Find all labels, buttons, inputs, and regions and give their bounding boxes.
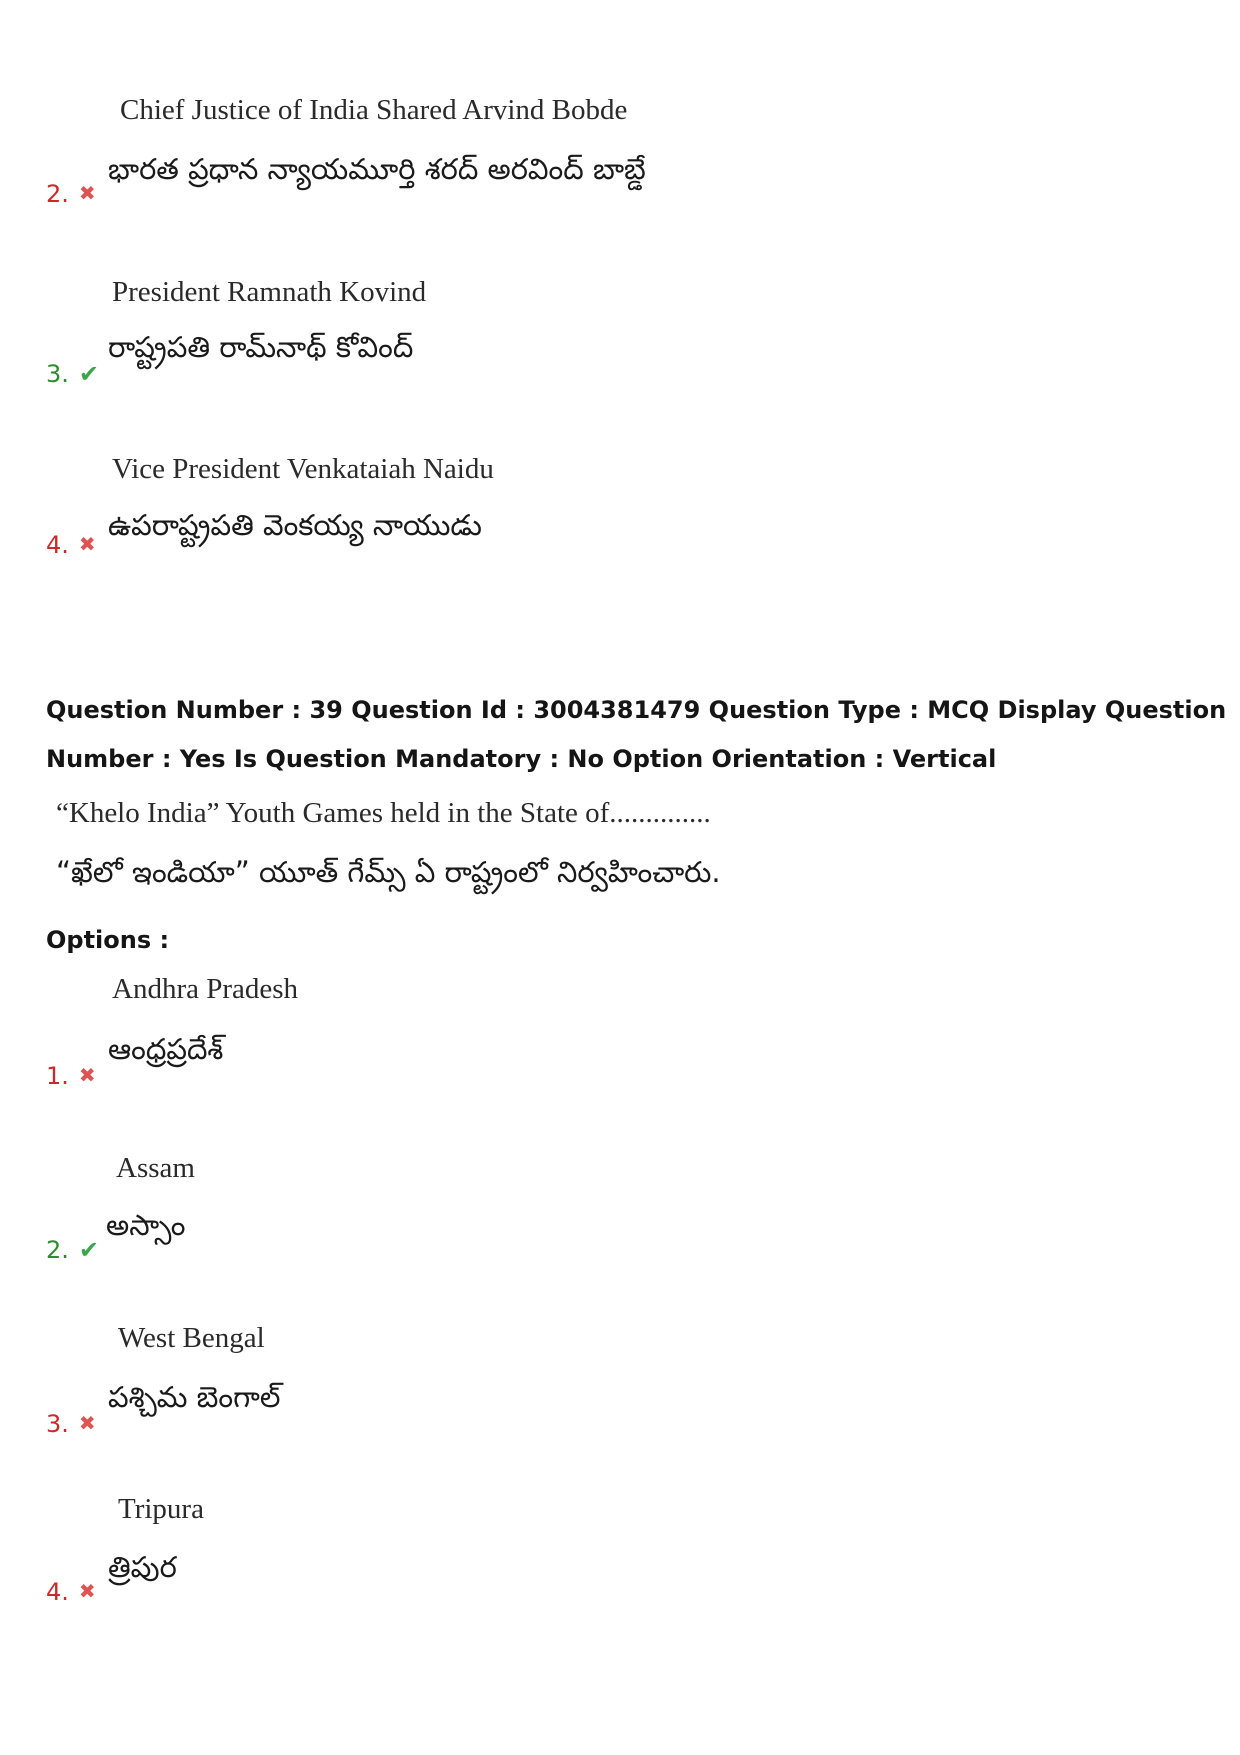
option-number bbox=[46, 1410, 96, 1438]
option-english: Andhra Pradesh bbox=[112, 973, 299, 1005]
cross-icon: ✖ bbox=[78, 1411, 96, 1435]
question-english: “Khelo India” Youth Games held in the State of.............. bbox=[56, 797, 711, 829]
options-label: Options : bbox=[46, 926, 170, 954]
option-number bbox=[46, 1062, 96, 1090]
option-telugu: అస్సాం bbox=[106, 1208, 186, 1242]
check-icon: ✔ bbox=[78, 360, 100, 388]
option-number-label: 3. bbox=[46, 360, 69, 388]
question-telugu: “ఖేలో ఇండియా” యూత్ గేమ్స్ ఏ రాష్ట్రంలో నిర్వహించారు. bbox=[56, 855, 721, 889]
option-number-label: 1. bbox=[46, 1062, 69, 1090]
option-number-label: 3. bbox=[46, 1410, 69, 1438]
option-english: West Bengal bbox=[118, 1322, 265, 1354]
option-telugu: భారత ప్రధాన న్యాయమూర్తి శరద్ అరవింద్ బాబ్డే bbox=[108, 152, 646, 186]
option-number-label: 4. bbox=[46, 531, 69, 559]
cross-icon: ✖ bbox=[78, 1063, 96, 1087]
option-number bbox=[46, 1578, 96, 1606]
question-meta-line2: Number : Yes Is Question Mandatory : No Option Orientation : Vertical bbox=[46, 745, 997, 773]
option-english: Chief Justice of India Shared Arvind Bobde bbox=[120, 94, 628, 126]
check-icon: ✔ bbox=[78, 1236, 100, 1264]
cross-icon: ✖ bbox=[78, 181, 96, 205]
option-english: Tripura bbox=[118, 1493, 204, 1525]
option-english: President Ramnath Kovind bbox=[112, 276, 427, 308]
option-english: Vice President Venkataiah Naidu bbox=[112, 453, 494, 485]
option-number bbox=[46, 531, 96, 559]
cross-icon: ✖ bbox=[78, 1579, 96, 1603]
option-telugu: ఆంధ్రప్రదేశ్ bbox=[108, 1032, 224, 1066]
option-number bbox=[46, 180, 96, 208]
option-number-label: 4. bbox=[46, 1578, 69, 1606]
option-telugu: రాష్ట్రపతి రామ్‌నాథ్ కోవింద్ bbox=[108, 330, 414, 364]
question-meta-line1: Question Number : 39 Question Id : 3004381479 Question Type : MCQ Display Question bbox=[46, 696, 1227, 724]
option-number-label: 2. bbox=[46, 1236, 69, 1264]
option-english: Assam bbox=[116, 1152, 195, 1184]
option-number-label: 2. bbox=[46, 180, 69, 208]
option-number bbox=[46, 1236, 99, 1264]
option-telugu: ఉపరాష్ట్రపతి వెంకయ్య నాయుడు bbox=[108, 508, 482, 542]
option-number bbox=[46, 360, 99, 388]
cross-icon: ✖ bbox=[78, 532, 96, 556]
option-telugu: త్రిపుర bbox=[108, 1550, 177, 1584]
option-telugu: పశ్చిమ బెంగాల్ bbox=[108, 1380, 281, 1414]
